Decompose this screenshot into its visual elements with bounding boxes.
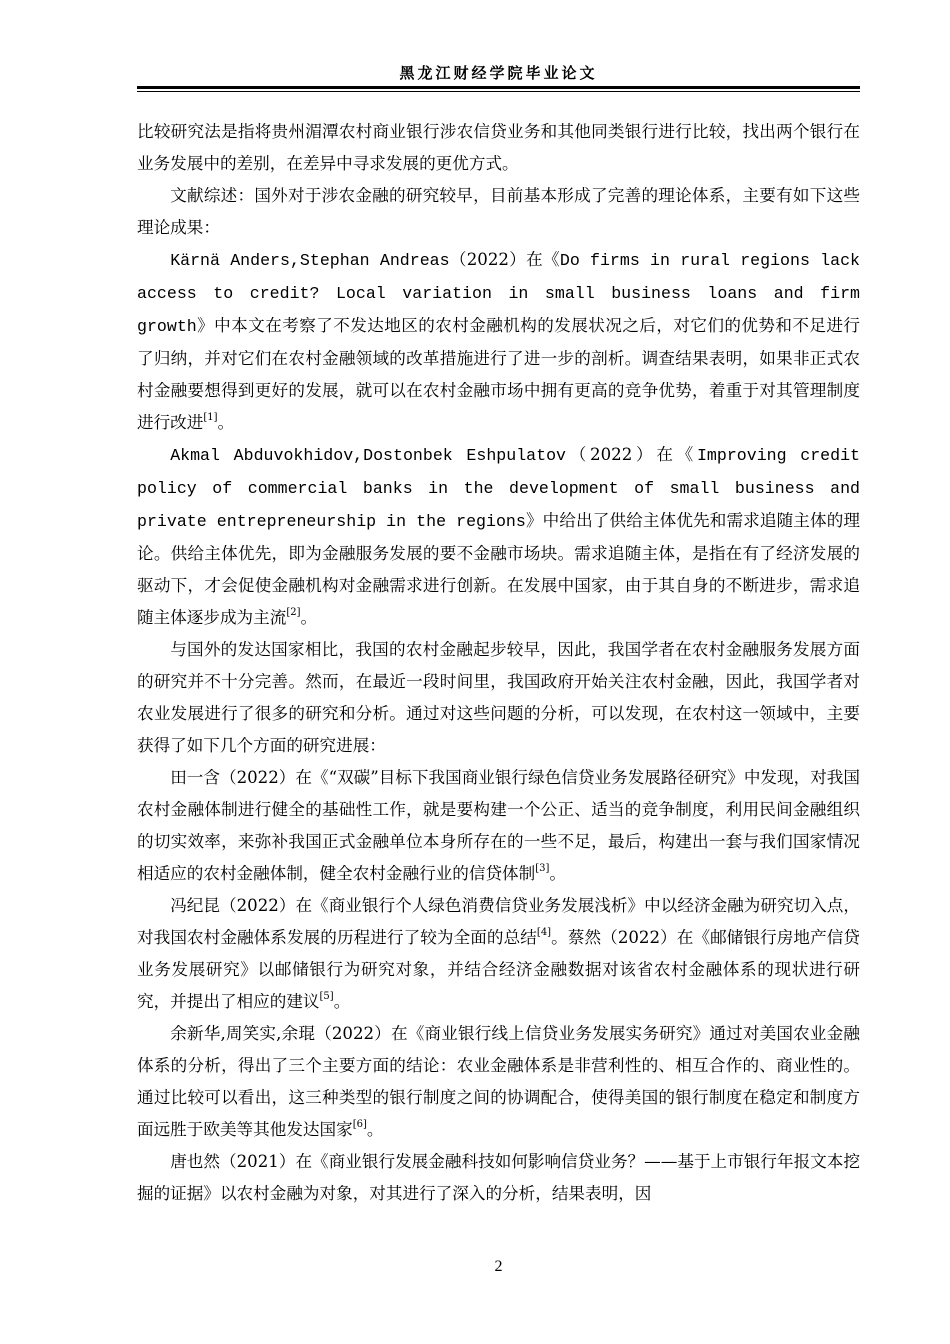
paragraph-2	[137, 180, 860, 244]
paragraph-text-end: 。	[333, 992, 351, 1011]
paragraph-3	[137, 244, 860, 439]
paragraph-text: 唐也然（2021）在《商业银行发展金融科技如何影响信贷业务？——基于上市银行年报文本挖掘的证据》以农村金融为对象，对其进行了深入的分析，结果表明，因	[137, 1152, 860, 1203]
paragraph-text: 余新华,周笑实,余琨（2022）在《商业银行线上信贷业务发展实务研究》通过对美国农业金融体系的分析，得出了三个主要方面的结论：农业金融体系是非营利性的、相互合作的、商业性的。通过比较可以看出，这三种类型的银行制度之间的协调配合，使得美国的银行制度在稳定和制度方面远胜于欧美等其他发达国家	[137, 1024, 860, 1139]
paragraph-text: 比较研究法是指将贵州湄潭农村商业银行涉农信贷业务和其他同类银行进行比较，找出两个银行在业务发展中的差别，在差异中寻求发展的更优方式。	[137, 122, 860, 173]
header-rule-thick	[137, 86, 860, 89]
paragraph-8	[137, 1018, 860, 1146]
citation-ref: [2]	[286, 607, 301, 618]
paragraph-text-middle: 。蔡然（2022）在《邮储银行房地产信贷业务发展研究》以邮储银行为研究对象，并结合经济金融数据对该省农村金融体系的现状进行研究，并提出了相应的建议	[137, 928, 861, 1011]
paragraph-text-end: 。	[549, 864, 567, 883]
paragraph-text: 田一含（2022）在《“双碳”目标下我国商业银行绿色信贷业务发展路径研究》中发现，对我国农村金融体制进行健全的基础性工作，就是要构建一个公正、适当的竞争制度，利用民间金融组织的切实效率，来弥补我国正式金融单位本身所存在的一些不足，最后，构建出一套与我们国家情况相适应的农村金融体制，健全农村金融行业的信贷体制	[137, 768, 860, 883]
paragraph-7	[137, 890, 860, 1018]
paragraph-text-end: 。	[366, 1120, 384, 1139]
paragraph-text: Kärnä Anders,Stephan Andreas（2022）在《Do firms in rural regions lack access to credit? Local variation in small business loans and firm growth》中本文在考察了不发达地区的农村金融机构的发展状况之后，对它们的优势和不足进行了归纳，并对它们在农村金融领域的改革措施进行了进一步的剖析。调查结果表明，如果非正式农村金融要想得到更好的发展，就可以在农村金融市场中拥有更高的竞争优势，着重于对其管理制度进行改进	[137, 250, 860, 432]
citation-ref: [4]	[536, 927, 552, 938]
paragraph-text: Akmal Abduvokhidov,Dostonbek Eshpulatov（2022）在《Improving credit policy of commercial banks in the development of small business and private entrepreneurship in the regions》中给出了供给主体优先和需求追随主体的理论。供给主体优先，即为金融服务发展的要不金融市场块。需求追随主体，是指在有了经济发展的驱动下，才会促使金融机构对金融需求进行创新。在发展中国家，由于其自身的不断进步，需求追随主体逐步成为主流	[137, 445, 861, 627]
paragraph-text: 冯纪昆（2022）在《商业银行个人绿色消费信贷业务发展浅析》中以经济金融为研究切入点，对我国农村金融体系发展的历程进行了较为全面的总结	[137, 896, 860, 947]
header-rule-thin	[137, 91, 860, 92]
citation-ref: [1]	[203, 412, 218, 423]
citation-ref: [3]	[535, 863, 550, 874]
running-header: 黑龙江财经学院毕业论文	[399, 64, 598, 82]
citation-ref: [6]	[352, 1119, 367, 1130]
paragraph-6	[137, 762, 860, 890]
paragraph-1	[137, 116, 860, 180]
paragraph-9	[137, 1146, 860, 1210]
paragraph-text: 文献综述：国外对于涉农金融的研究较早，目前基本形成了完善的理论体系，主要有如下这些理论成果：	[137, 186, 860, 237]
body-text	[137, 116, 860, 1210]
paragraph-text-end: 。	[217, 413, 235, 432]
paragraph-text-end: 。	[300, 608, 318, 627]
citation-ref: [5]	[319, 991, 334, 1002]
page-number: 2	[494, 1258, 503, 1275]
paragraph-5	[137, 634, 860, 762]
paragraph-4	[137, 439, 860, 634]
paragraph-text: 与国外的发达国家相比，我国的农村金融起步较早，因此，我国学者在农村金融服务发展方面的研究并不十分完善。然而，在最近一段时间里，我国政府开始关注农村金融，因此，我国学者对农业发展进行了很多的研究和分析。通过对这些问题的分析，可以发现，在农村这一领域中，主要获得了如下几个方面的研究进展：	[137, 640, 860, 755]
